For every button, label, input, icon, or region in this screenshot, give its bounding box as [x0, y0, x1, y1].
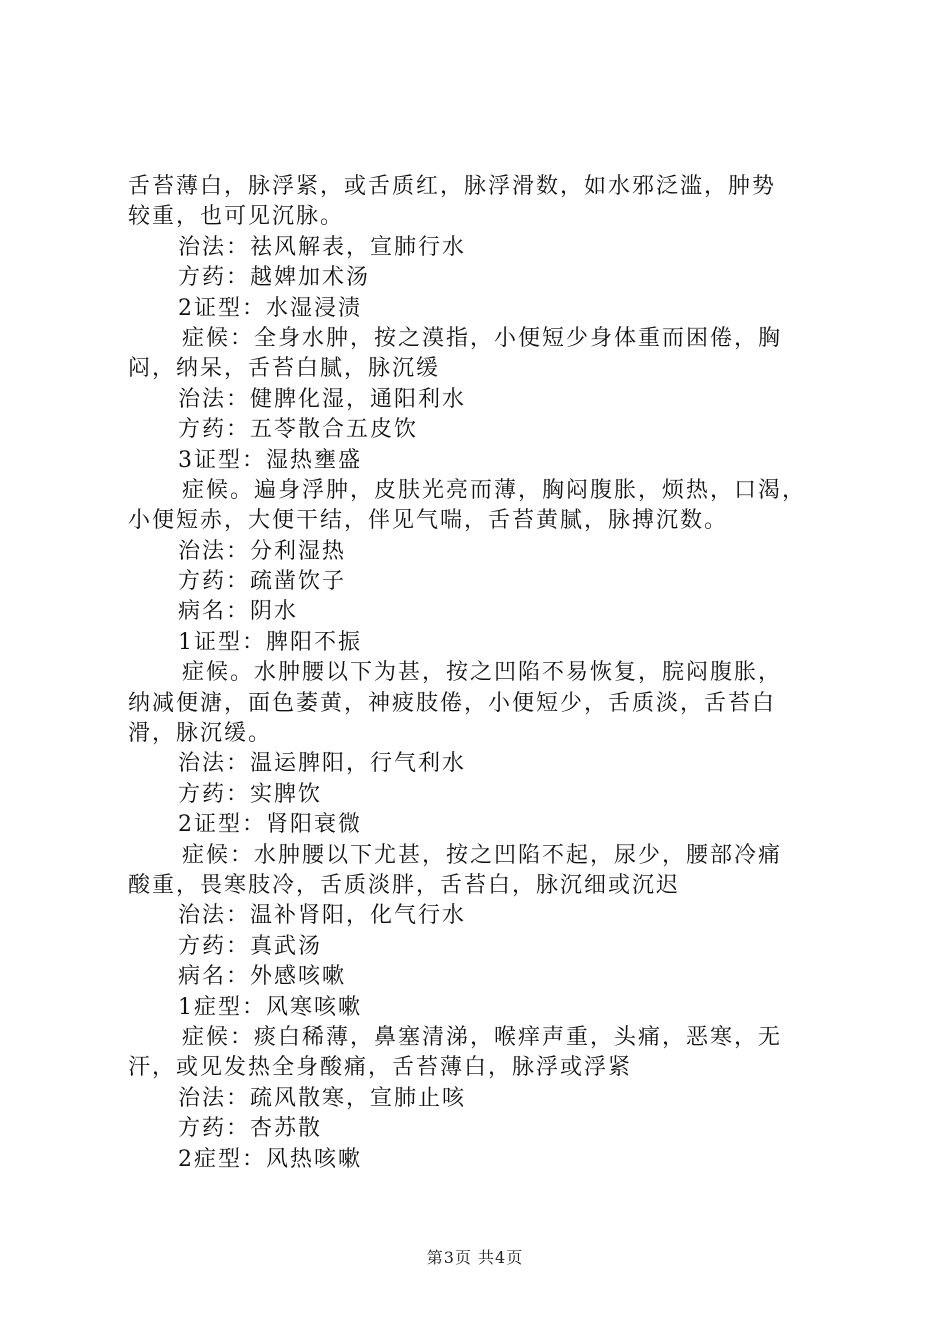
treatment-line: 治法：健脾化湿，通阳利水: [178, 386, 467, 412]
syndrome-type-line: 2症型：风热咳嗽: [178, 1146, 362, 1172]
treatment-line: 治法：疏风散寒，宣肺止咳: [178, 1085, 467, 1111]
treatment-line: 治法：温补肾阳，化气行水: [178, 903, 467, 929]
syndrome-type-line: 1症型：风寒咳嗽: [178, 994, 362, 1020]
page-number-footer: 第3页 共4页: [426, 1248, 524, 1267]
syndrome-type-line: 2证型：水湿浸渍: [178, 295, 362, 321]
symptoms-line: 症候：全身水肿，按之漠指，小便短少身体重而困倦，胸: [182, 325, 783, 351]
text-line: 纳减便溏，面色萎黄，神疲肢倦，小便短少，舌质淡，舌苔白: [128, 690, 777, 716]
treatment-line: 治法：分利湿热: [178, 538, 347, 564]
syndrome-type-line: 3证型：湿热壅盛: [178, 447, 362, 473]
text-line: 闷，纳呆，舌苔白腻，脉沉缓: [128, 356, 441, 382]
disease-name-line: 病名：外感咳嗽: [178, 964, 347, 990]
text-line: 酸重，畏寒肢冷，舌质淡胖，舌苔白，脉沉细或沉迟: [128, 872, 681, 898]
syndrome-type-line: 1证型：脾阳不振: [178, 629, 362, 655]
treatment-line: 治法：温运脾阳，行气利水: [178, 751, 467, 777]
text-line: 汗，或见发热全身酸痛，舌苔薄白，脉浮或浮紧: [128, 1055, 633, 1081]
prescription-line: 方药：疏凿饮子: [178, 569, 347, 595]
text-line: 滑，脉沉缓。: [128, 721, 273, 747]
text-line: 小便短赤，大便干结，伴见气喘，舌苔黄腻，脉搏沉数。: [128, 508, 729, 534]
document-body: [128, 172, 840, 1175]
syndrome-type-line: 2证型：肾阳衰微: [178, 812, 362, 838]
symptoms-line: 症候：痰白稀薄，鼻塞清涕，喉痒声重，头痛，恶寒，无: [182, 1024, 783, 1050]
text-line: 较重，也可见沉脉。: [128, 204, 345, 230]
symptoms-line: 症候。水肿腰以下为甚，按之凹陷不易恢复，脘闷腹胀，: [182, 660, 783, 686]
text-line: 舌苔薄白，脉浮紧，或舌质红，脉浮滑数，如水邪泛滥，肿势: [128, 174, 777, 199]
disease-name-line: 病名：阴水: [178, 599, 299, 625]
treatment-line: 治法：祛风解表，宣肺行水: [178, 234, 467, 260]
symptoms-line: 症候：水肿腰以下尤甚，按之凹陷不起，尿少，腰部冷痛: [182, 842, 783, 868]
prescription-line: 方药：杏苏散: [178, 1116, 323, 1142]
prescription-line: 方药：真武汤: [178, 933, 323, 959]
prescription-line: 方药：越婢加术汤: [178, 265, 371, 291]
prescription-line: 方药：五苓散合五皮饮: [178, 417, 419, 443]
prescription-line: 方药：实脾饮: [178, 781, 323, 807]
symptoms-line: 症候。遍身浮肿，皮肤光亮而薄，胸闷腹胀，烦热，口渴，: [182, 477, 807, 503]
